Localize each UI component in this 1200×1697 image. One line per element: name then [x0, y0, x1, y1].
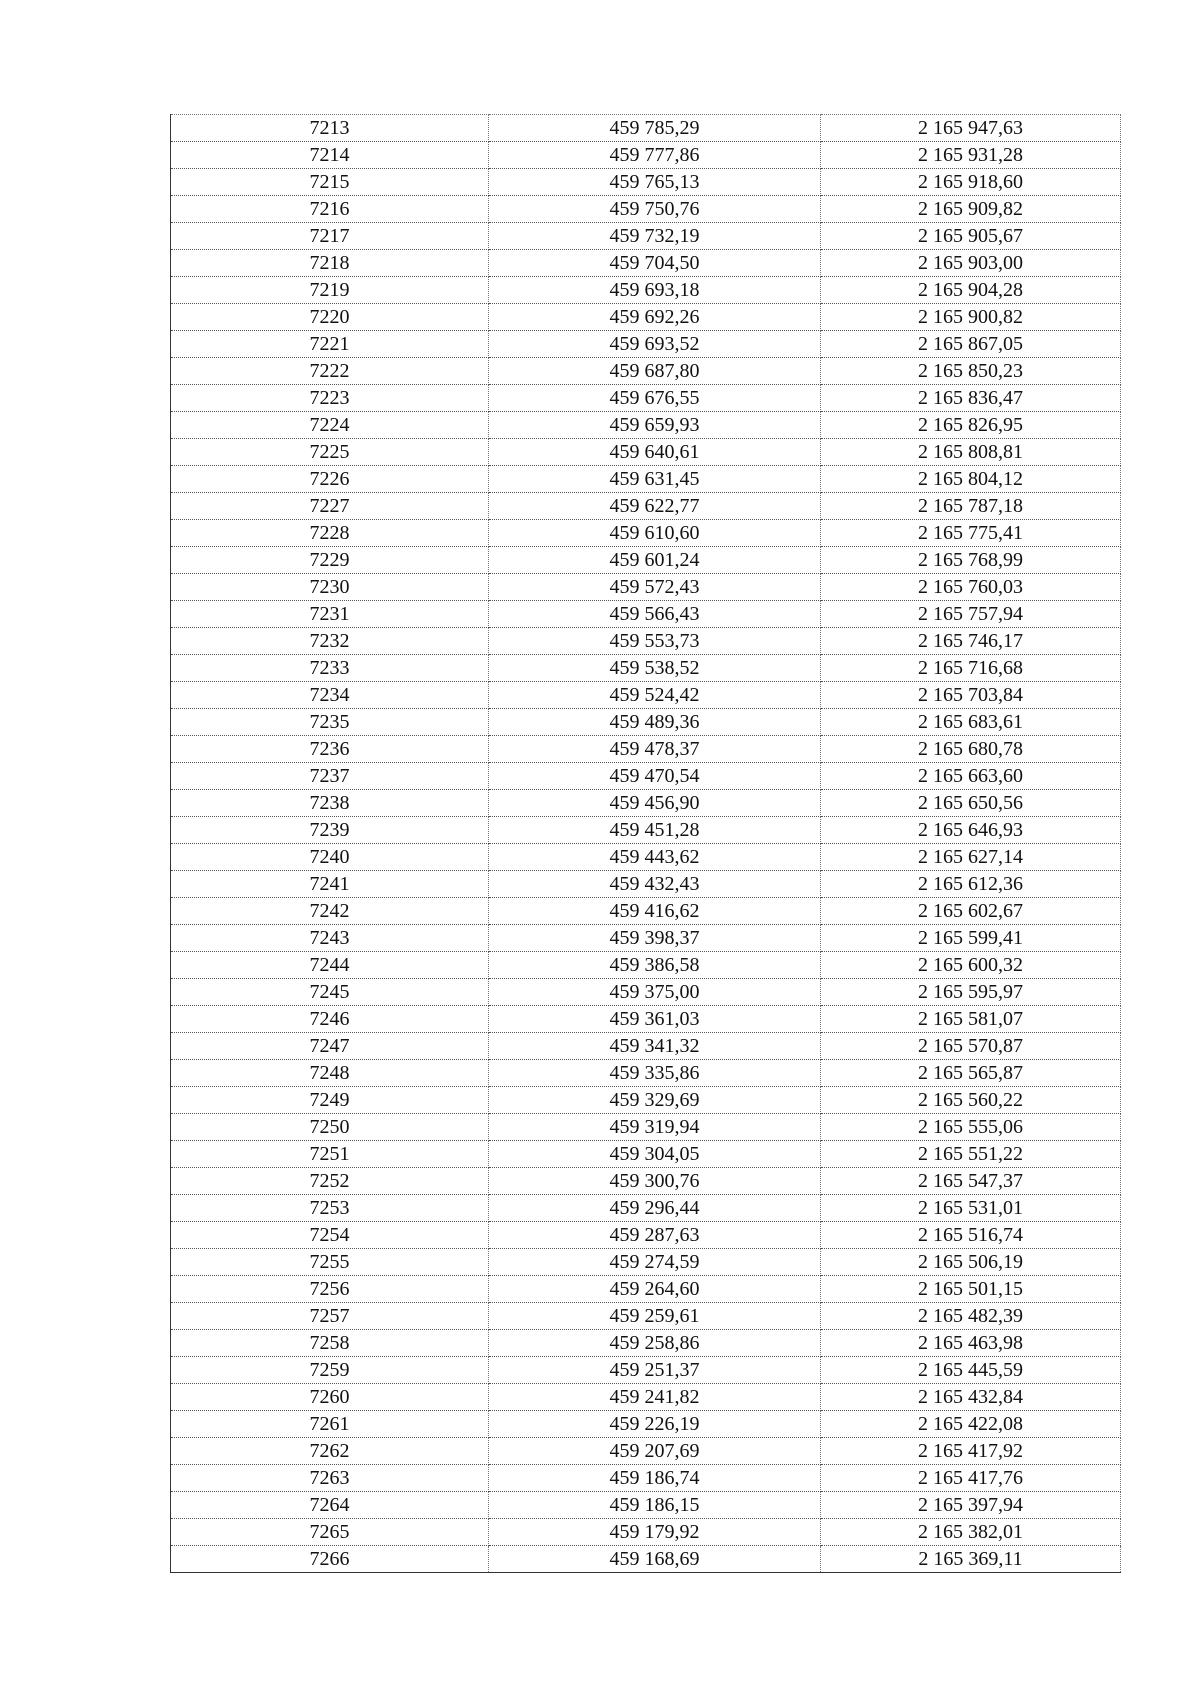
point-number-cell: 7219: [171, 277, 489, 304]
x-coordinate-cell: 459 732,19: [489, 223, 821, 250]
x-coordinate-cell: 459 470,54: [489, 763, 821, 790]
point-number-cell: 7214: [171, 142, 489, 169]
x-coordinate-cell: 459 601,24: [489, 547, 821, 574]
table-row: [171, 952, 1121, 979]
x-coordinate-cell: 459 259,61: [489, 1303, 821, 1330]
point-number-cell: 7254: [171, 1222, 489, 1249]
y-coordinate-cell: 2 165 867,05: [821, 331, 1121, 358]
table-row: [171, 1114, 1121, 1141]
table-row: [171, 1195, 1121, 1222]
y-coordinate-cell: 2 165 565,87: [821, 1060, 1121, 1087]
table-row: [171, 844, 1121, 871]
table-row: [171, 1330, 1121, 1357]
point-number-cell: 7239: [171, 817, 489, 844]
table-row: [171, 871, 1121, 898]
table-row: [171, 439, 1121, 466]
y-coordinate-cell: 2 165 703,84: [821, 682, 1121, 709]
point-number-cell: 7248: [171, 1060, 489, 1087]
x-coordinate-cell: 459 693,52: [489, 331, 821, 358]
x-coordinate-cell: 459 524,42: [489, 682, 821, 709]
point-number-cell: 7261: [171, 1411, 489, 1438]
x-coordinate-cell: 459 264,60: [489, 1276, 821, 1303]
table-row: [171, 1141, 1121, 1168]
point-number-cell: 7236: [171, 736, 489, 763]
x-coordinate-cell: 459 361,03: [489, 1006, 821, 1033]
x-coordinate-cell: 459 386,58: [489, 952, 821, 979]
point-number-cell: 7265: [171, 1519, 489, 1546]
table-row: [171, 196, 1121, 223]
y-coordinate-cell: 2 165 501,15: [821, 1276, 1121, 1303]
point-number-cell: 7235: [171, 709, 489, 736]
table-row: [171, 1438, 1121, 1465]
x-coordinate-cell: 459 186,74: [489, 1465, 821, 1492]
y-coordinate-cell: 2 165 909,82: [821, 196, 1121, 223]
point-number-cell: 7258: [171, 1330, 489, 1357]
point-number-cell: 7231: [171, 601, 489, 628]
y-coordinate-cell: 2 165 560,22: [821, 1087, 1121, 1114]
coordinates-table-body: [171, 115, 1121, 1573]
table-row: [171, 790, 1121, 817]
x-coordinate-cell: 459 456,90: [489, 790, 821, 817]
y-coordinate-cell: 2 165 547,37: [821, 1168, 1121, 1195]
y-coordinate-cell: 2 165 931,28: [821, 142, 1121, 169]
table-row: [171, 1492, 1121, 1519]
y-coordinate-cell: 2 165 918,60: [821, 169, 1121, 196]
table-row: [171, 466, 1121, 493]
table-row: [171, 709, 1121, 736]
table-row: [171, 1546, 1121, 1573]
y-coordinate-cell: 2 165 612,36: [821, 871, 1121, 898]
point-number-cell: 7215: [171, 169, 489, 196]
y-coordinate-cell: 2 165 905,67: [821, 223, 1121, 250]
point-number-cell: 7243: [171, 925, 489, 952]
table-row: [171, 493, 1121, 520]
x-coordinate-cell: 459 329,69: [489, 1087, 821, 1114]
table-row: [171, 601, 1121, 628]
point-number-cell: 7227: [171, 493, 489, 520]
point-number-cell: 7230: [171, 574, 489, 601]
table-row: [171, 1303, 1121, 1330]
y-coordinate-cell: 2 165 663,60: [821, 763, 1121, 790]
point-number-cell: 7259: [171, 1357, 489, 1384]
coordinates-table: [170, 114, 1121, 1573]
point-number-cell: 7256: [171, 1276, 489, 1303]
table-row: [171, 358, 1121, 385]
y-coordinate-cell: 2 165 627,14: [821, 844, 1121, 871]
y-coordinate-cell: 2 165 650,56: [821, 790, 1121, 817]
x-coordinate-cell: 459 640,61: [489, 439, 821, 466]
y-coordinate-cell: 2 165 397,94: [821, 1492, 1121, 1519]
table-row: [171, 169, 1121, 196]
table-row: [171, 1276, 1121, 1303]
table-row: [171, 547, 1121, 574]
table-row: [171, 277, 1121, 304]
x-coordinate-cell: 459 693,18: [489, 277, 821, 304]
x-coordinate-cell: 459 168,69: [489, 1546, 821, 1573]
y-coordinate-cell: 2 165 581,07: [821, 1006, 1121, 1033]
table-row: [171, 1033, 1121, 1060]
table-row: [171, 1249, 1121, 1276]
point-number-cell: 7220: [171, 304, 489, 331]
y-coordinate-cell: 2 165 463,98: [821, 1330, 1121, 1357]
point-number-cell: 7216: [171, 196, 489, 223]
point-number-cell: 7223: [171, 385, 489, 412]
x-coordinate-cell: 459 341,32: [489, 1033, 821, 1060]
table-row: [171, 1168, 1121, 1195]
x-coordinate-cell: 459 572,43: [489, 574, 821, 601]
x-coordinate-cell: 459 451,28: [489, 817, 821, 844]
y-coordinate-cell: 2 165 382,01: [821, 1519, 1121, 1546]
y-coordinate-cell: 2 165 768,99: [821, 547, 1121, 574]
x-coordinate-cell: 459 538,52: [489, 655, 821, 682]
x-coordinate-cell: 459 478,37: [489, 736, 821, 763]
point-number-cell: 7264: [171, 1492, 489, 1519]
point-number-cell: 7234: [171, 682, 489, 709]
y-coordinate-cell: 2 165 836,47: [821, 385, 1121, 412]
y-coordinate-cell: 2 165 680,78: [821, 736, 1121, 763]
point-number-cell: 7244: [171, 952, 489, 979]
point-number-cell: 7224: [171, 412, 489, 439]
x-coordinate-cell: 459 659,93: [489, 412, 821, 439]
point-number-cell: 7238: [171, 790, 489, 817]
table-row: [171, 817, 1121, 844]
table-row: [171, 115, 1121, 142]
point-number-cell: 7251: [171, 1141, 489, 1168]
x-coordinate-cell: 459 704,50: [489, 250, 821, 277]
x-coordinate-cell: 459 335,86: [489, 1060, 821, 1087]
y-coordinate-cell: 2 165 947,63: [821, 115, 1121, 142]
y-coordinate-cell: 2 165 570,87: [821, 1033, 1121, 1060]
table-row: [171, 412, 1121, 439]
point-number-cell: 7257: [171, 1303, 489, 1330]
point-number-cell: 7250: [171, 1114, 489, 1141]
table-row: [171, 1087, 1121, 1114]
point-number-cell: 7241: [171, 871, 489, 898]
table-row: [171, 520, 1121, 547]
point-number-cell: 7217: [171, 223, 489, 250]
table-row: [171, 223, 1121, 250]
x-coordinate-cell: 459 287,63: [489, 1222, 821, 1249]
x-coordinate-cell: 459 300,76: [489, 1168, 821, 1195]
y-coordinate-cell: 2 165 417,92: [821, 1438, 1121, 1465]
x-coordinate-cell: 459 566,43: [489, 601, 821, 628]
point-number-cell: 7225: [171, 439, 489, 466]
y-coordinate-cell: 2 165 904,28: [821, 277, 1121, 304]
y-coordinate-cell: 2 165 369,11: [821, 1546, 1121, 1573]
table-row: [171, 1357, 1121, 1384]
table-row: [171, 1060, 1121, 1087]
y-coordinate-cell: 2 165 417,76: [821, 1465, 1121, 1492]
point-number-cell: 7232: [171, 628, 489, 655]
point-number-cell: 7226: [171, 466, 489, 493]
point-number-cell: 7222: [171, 358, 489, 385]
y-coordinate-cell: 2 165 445,59: [821, 1357, 1121, 1384]
x-coordinate-cell: 459 489,36: [489, 709, 821, 736]
point-number-cell: 7260: [171, 1384, 489, 1411]
x-coordinate-cell: 459 785,29: [489, 115, 821, 142]
x-coordinate-cell: 459 610,60: [489, 520, 821, 547]
table-row: [171, 1465, 1121, 1492]
y-coordinate-cell: 2 165 804,12: [821, 466, 1121, 493]
x-coordinate-cell: 459 622,77: [489, 493, 821, 520]
x-coordinate-cell: 459 319,94: [489, 1114, 821, 1141]
table-row: [171, 574, 1121, 601]
y-coordinate-cell: 2 165 683,61: [821, 709, 1121, 736]
table-row: [171, 142, 1121, 169]
y-coordinate-cell: 2 165 646,93: [821, 817, 1121, 844]
x-coordinate-cell: 459 777,86: [489, 142, 821, 169]
table-row: [171, 1411, 1121, 1438]
y-coordinate-cell: 2 165 600,32: [821, 952, 1121, 979]
x-coordinate-cell: 459 692,26: [489, 304, 821, 331]
y-coordinate-cell: 2 165 900,82: [821, 304, 1121, 331]
y-coordinate-cell: 2 165 760,03: [821, 574, 1121, 601]
y-coordinate-cell: 2 165 595,97: [821, 979, 1121, 1006]
point-number-cell: 7237: [171, 763, 489, 790]
x-coordinate-cell: 459 226,19: [489, 1411, 821, 1438]
point-number-cell: 7228: [171, 520, 489, 547]
x-coordinate-cell: 459 416,62: [489, 898, 821, 925]
point-number-cell: 7218: [171, 250, 489, 277]
table-row: [171, 682, 1121, 709]
y-coordinate-cell: 2 165 531,01: [821, 1195, 1121, 1222]
table-row: [171, 385, 1121, 412]
table-row: [171, 925, 1121, 952]
table-row: [171, 655, 1121, 682]
x-coordinate-cell: 459 765,13: [489, 169, 821, 196]
table-row: [171, 1519, 1121, 1546]
x-coordinate-cell: 459 258,86: [489, 1330, 821, 1357]
x-coordinate-cell: 459 398,37: [489, 925, 821, 952]
y-coordinate-cell: 2 165 826,95: [821, 412, 1121, 439]
point-number-cell: 7247: [171, 1033, 489, 1060]
x-coordinate-cell: 459 687,80: [489, 358, 821, 385]
y-coordinate-cell: 2 165 506,19: [821, 1249, 1121, 1276]
table-row: [171, 1006, 1121, 1033]
table-row: [171, 979, 1121, 1006]
x-coordinate-cell: 459 750,76: [489, 196, 821, 223]
x-coordinate-cell: 459 443,62: [489, 844, 821, 871]
table-row: [171, 250, 1121, 277]
point-number-cell: 7221: [171, 331, 489, 358]
x-coordinate-cell: 459 553,73: [489, 628, 821, 655]
x-coordinate-cell: 459 631,45: [489, 466, 821, 493]
y-coordinate-cell: 2 165 432,84: [821, 1384, 1121, 1411]
y-coordinate-cell: 2 165 808,81: [821, 439, 1121, 466]
y-coordinate-cell: 2 165 787,18: [821, 493, 1121, 520]
y-coordinate-cell: 2 165 716,68: [821, 655, 1121, 682]
table-row: [171, 1384, 1121, 1411]
table-row: [171, 628, 1121, 655]
table-row: [171, 763, 1121, 790]
x-coordinate-cell: 459 251,37: [489, 1357, 821, 1384]
point-number-cell: 7246: [171, 1006, 489, 1033]
y-coordinate-cell: 2 165 551,22: [821, 1141, 1121, 1168]
y-coordinate-cell: 2 165 746,17: [821, 628, 1121, 655]
x-coordinate-cell: 459 241,82: [489, 1384, 821, 1411]
y-coordinate-cell: 2 165 482,39: [821, 1303, 1121, 1330]
x-coordinate-cell: 459 179,92: [489, 1519, 821, 1546]
point-number-cell: 7213: [171, 115, 489, 142]
y-coordinate-cell: 2 165 422,08: [821, 1411, 1121, 1438]
point-number-cell: 7229: [171, 547, 489, 574]
point-number-cell: 7262: [171, 1438, 489, 1465]
point-number-cell: 7253: [171, 1195, 489, 1222]
y-coordinate-cell: 2 165 602,67: [821, 898, 1121, 925]
table-row: [171, 304, 1121, 331]
x-coordinate-cell: 459 432,43: [489, 871, 821, 898]
x-coordinate-cell: 459 274,59: [489, 1249, 821, 1276]
point-number-cell: 7242: [171, 898, 489, 925]
y-coordinate-cell: 2 165 903,00: [821, 250, 1121, 277]
y-coordinate-cell: 2 165 775,41: [821, 520, 1121, 547]
point-number-cell: 7263: [171, 1465, 489, 1492]
point-number-cell: 7249: [171, 1087, 489, 1114]
point-number-cell: 7240: [171, 844, 489, 871]
point-number-cell: 7233: [171, 655, 489, 682]
x-coordinate-cell: 459 186,15: [489, 1492, 821, 1519]
y-coordinate-cell: 2 165 850,23: [821, 358, 1121, 385]
x-coordinate-cell: 459 676,55: [489, 385, 821, 412]
y-coordinate-cell: 2 165 599,41: [821, 925, 1121, 952]
x-coordinate-cell: 459 304,05: [489, 1141, 821, 1168]
x-coordinate-cell: 459 296,44: [489, 1195, 821, 1222]
point-number-cell: 7245: [171, 979, 489, 1006]
y-coordinate-cell: 2 165 757,94: [821, 601, 1121, 628]
table-row: [171, 1222, 1121, 1249]
table-row: [171, 331, 1121, 358]
x-coordinate-cell: 459 207,69: [489, 1438, 821, 1465]
point-number-cell: 7266: [171, 1546, 489, 1573]
table-row: [171, 898, 1121, 925]
point-number-cell: 7252: [171, 1168, 489, 1195]
x-coordinate-cell: 459 375,00: [489, 979, 821, 1006]
y-coordinate-cell: 2 165 516,74: [821, 1222, 1121, 1249]
y-coordinate-cell: 2 165 555,06: [821, 1114, 1121, 1141]
table-row: [171, 736, 1121, 763]
point-number-cell: 7255: [171, 1249, 489, 1276]
